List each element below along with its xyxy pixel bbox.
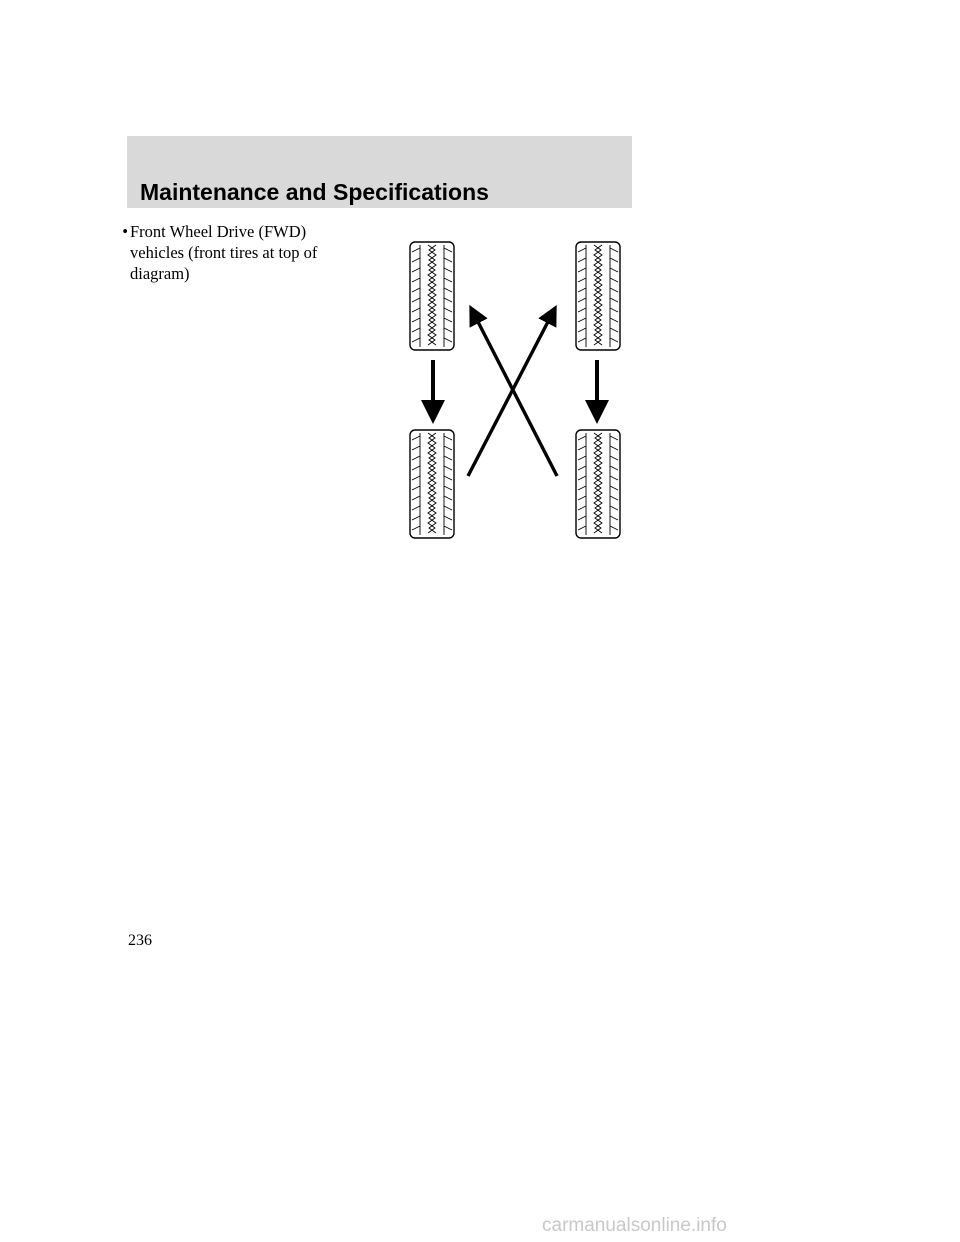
bullet-line: diagram)	[130, 264, 190, 283]
section-title: Maintenance and Specifications	[140, 179, 489, 205]
tire-front-left-icon	[410, 242, 454, 350]
page-number: 236	[128, 932, 152, 949]
bullet-icon: •	[122, 222, 128, 241]
bullet-line: Front Wheel Drive (FWD)	[130, 222, 307, 241]
arrow-rear-left-to-front-right-icon	[468, 314, 552, 476]
watermark: carmanualsonline.info	[542, 1215, 727, 1236]
arrow-rear-right-to-front-left-icon	[474, 314, 557, 476]
tire-rear-right-icon	[576, 430, 620, 538]
bullet-line: vehicles (front tires at top of	[130, 243, 318, 262]
tire-rear-left-icon	[410, 430, 454, 538]
bullet-text	[130, 221, 380, 284]
tire-rotation-diagram	[400, 236, 630, 546]
tire-front-right-icon	[576, 242, 620, 350]
